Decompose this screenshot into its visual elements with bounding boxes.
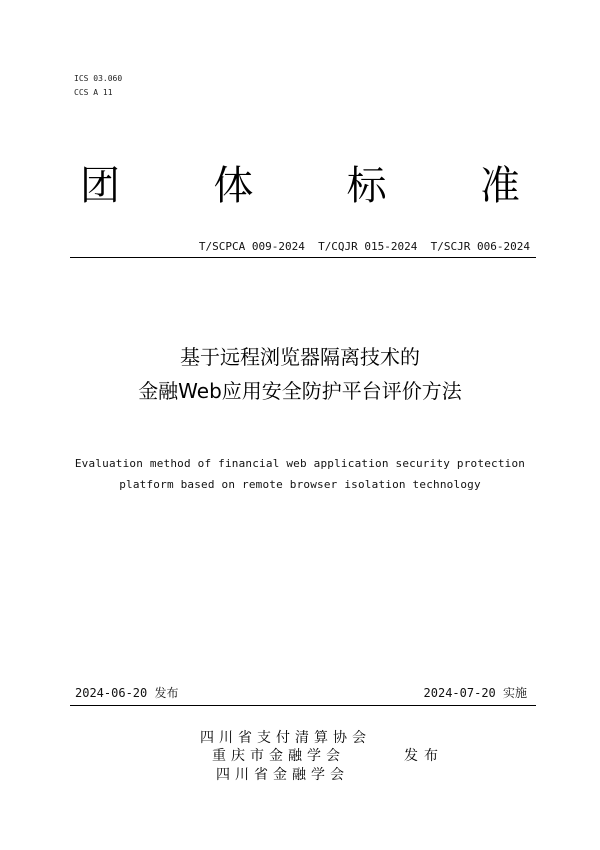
title-char-4: 准	[479, 163, 520, 209]
standard-numbers: T/SCPCA 009-2024 T/CQJR 015-2024 T/SCJR 006-2024	[198, 240, 530, 253]
chinese-title-line-1: 基于远程浏览器隔离技术的	[180, 345, 420, 369]
title-char-3: 标	[346, 163, 387, 209]
english-title-line-1: Evaluation method of financial web application security protection	[74, 457, 526, 470]
ccs-code: CCS A 11	[74, 88, 113, 97]
english-title-line-2: platform based on remote browser isolation technology	[119, 478, 481, 491]
publish-label: 发布	[404, 748, 444, 764]
issuer-sichuan-payment-association: 四川省支付清算协会	[200, 730, 371, 746]
issue-date: 2024-06-20 发布	[75, 686, 179, 700]
standard-type-title	[70, 160, 530, 212]
english-title	[50, 453, 550, 495]
implementation-date: 2024-07-20 实施	[423, 686, 527, 700]
header-divider	[70, 257, 536, 258]
footer-divider	[70, 705, 536, 706]
chinese-title	[60, 340, 540, 408]
classification-codes	[74, 72, 122, 100]
issuer-sichuan-finance-society: 四川省金融学会	[216, 767, 349, 783]
title-char-1: 团	[80, 163, 120, 209]
title-char-2: 体	[213, 163, 254, 209]
chinese-title-line-2: 金融Web应用安全防护平台评价方法	[138, 379, 462, 403]
issuer-chongqing-finance-society: 重庆市金融学会	[212, 748, 345, 764]
ics-code: ICS 03.060	[74, 74, 123, 83]
